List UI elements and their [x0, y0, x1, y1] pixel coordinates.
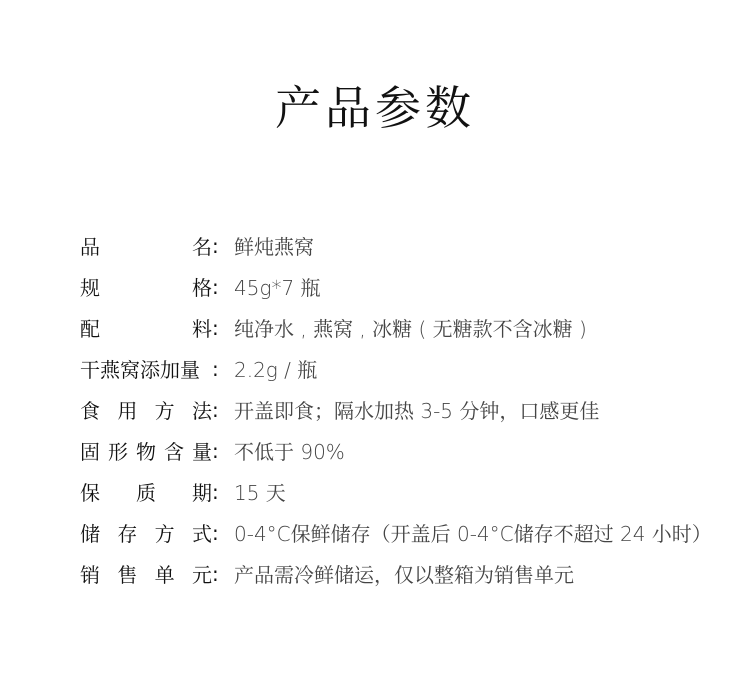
spec-label	[80, 518, 212, 547]
spec-row-shelf-life	[80, 471, 740, 512]
spec-value: 产品需冷鲜储运，仅以整箱为销售单元	[234, 563, 574, 587]
spec-value: 纯净水 , 燕窝 , 冰糖 ( 无糖款不含冰糖 )	[234, 317, 587, 341]
spec-colon: :	[212, 233, 219, 258]
spec-label-char: 料	[192, 317, 212, 341]
spec-label-char: 量	[192, 440, 212, 464]
spec-label-char: 式	[191, 522, 212, 546]
spec-row-ingredients	[80, 307, 740, 348]
spec-label-char: 格	[192, 276, 212, 300]
spec-colon: :	[212, 397, 219, 422]
spec-label-text: 干燕窝添加量	[80, 358, 200, 382]
spec-label-char: 方	[154, 522, 175, 546]
spec-row-solid-content	[80, 430, 740, 471]
spec-label-char: 质	[136, 481, 156, 505]
spec-label-char: 存	[117, 522, 138, 546]
spec-colon: :	[212, 356, 219, 381]
spec-row-dry-nest-amount	[80, 348, 740, 389]
spec-label-char: 方	[154, 399, 175, 423]
spec-colon: :	[212, 561, 219, 586]
spec-colon: :	[212, 479, 219, 504]
spec-label-char: 法	[191, 399, 212, 423]
spec-label-char: 形	[108, 440, 128, 464]
spec-label	[80, 272, 212, 301]
spec-row-usage	[80, 389, 740, 430]
spec-label-char: 期	[192, 481, 212, 505]
spec-label	[80, 231, 212, 260]
spec-colon: :	[212, 520, 219, 545]
spec-label	[80, 313, 212, 342]
spec-label-char: 售	[117, 563, 138, 587]
spec-colon: :	[212, 274, 219, 299]
spec-row-storage	[80, 512, 740, 553]
spec-label-char: 名	[192, 235, 212, 259]
spec-colon: :	[212, 315, 219, 340]
spec-label-char: 固	[80, 440, 100, 464]
spec-label-char: 物	[136, 440, 156, 464]
spec-label-char: 元	[191, 563, 212, 587]
spec-row-sales-unit	[80, 553, 740, 594]
spec-value: 45g*7 瓶	[234, 276, 321, 300]
spec-label-char: 销	[80, 563, 100, 587]
spec-value: 不低于 90%	[234, 440, 345, 464]
spec-colon: :	[212, 438, 219, 463]
spec-label	[80, 354, 212, 383]
spec-label-char: 单	[154, 563, 175, 587]
spec-label	[80, 477, 212, 506]
spec-label-char: 含	[164, 440, 184, 464]
spec-value: 0-4°C保鲜储存（开盖后 0-4°C储存不超过 24 小时）	[234, 522, 712, 546]
spec-label-char: 规	[80, 276, 100, 300]
spec-label-char: 用	[117, 399, 138, 423]
spec-value: 15 天	[234, 481, 286, 505]
spec-value: 鲜炖燕窝	[234, 235, 314, 259]
spec-list	[80, 225, 740, 594]
spec-label-char: 保	[80, 481, 100, 505]
spec-label-char: 食	[80, 399, 100, 423]
spec-label	[80, 436, 212, 465]
spec-row-product-name	[80, 225, 740, 266]
spec-value: 开盖即食；隔水加热 3-5 分钟，口感更佳	[234, 399, 600, 423]
spec-label-char: 品	[80, 235, 100, 259]
page-title: 产品参数	[275, 81, 475, 135]
spec-label-char: 配	[80, 317, 100, 341]
spec-label	[80, 395, 212, 424]
spec-value: 2.2g / 瓶	[234, 358, 318, 382]
spec-label	[80, 559, 212, 588]
spec-row-specification	[80, 266, 740, 307]
spec-label-char: 储	[80, 522, 100, 546]
